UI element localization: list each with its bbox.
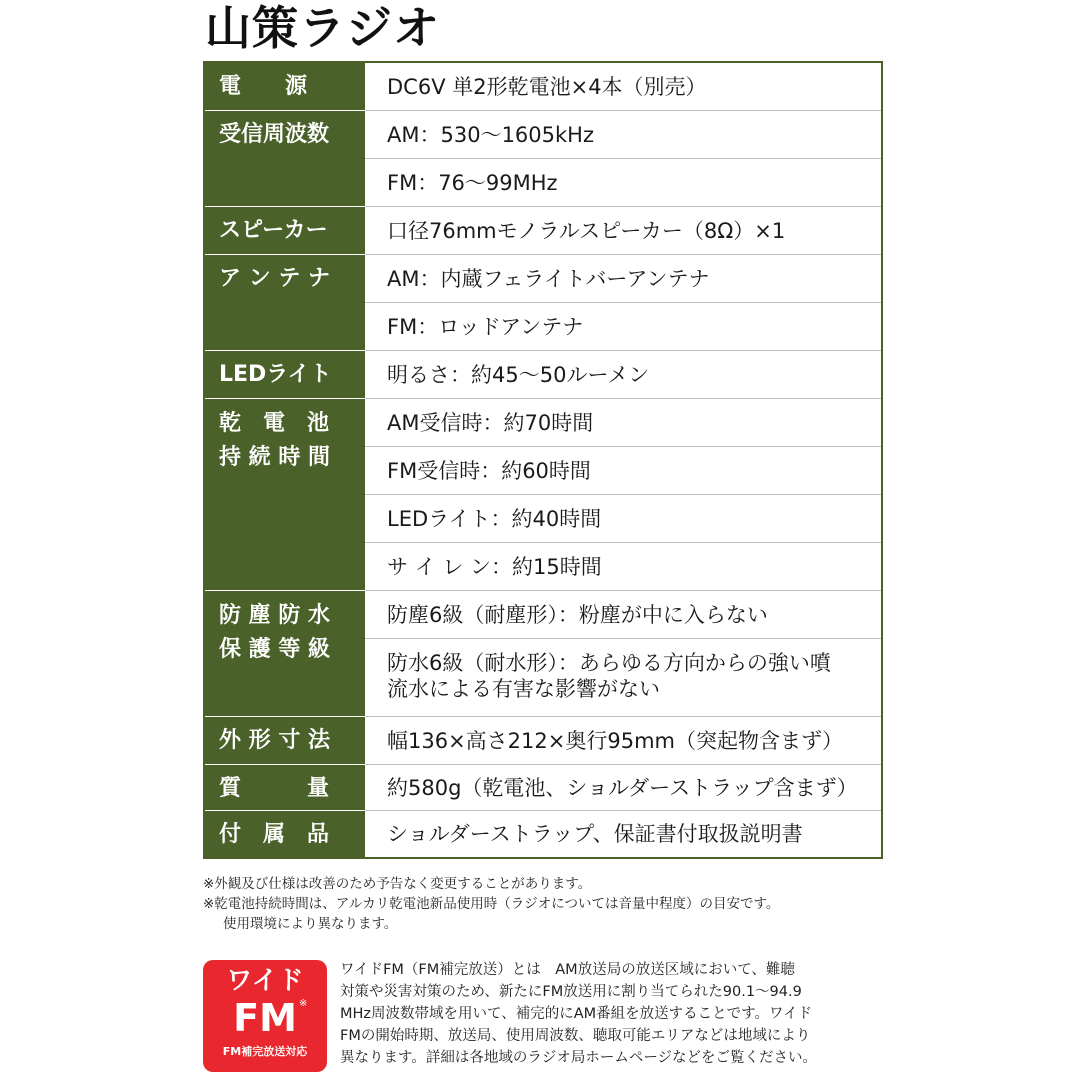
spec-label-led bbox=[205, 351, 365, 399]
spec-label-dimensions bbox=[205, 717, 365, 765]
spec-label-text: 外 形 寸 法 bbox=[219, 728, 330, 753]
spec-label-speaker bbox=[205, 207, 365, 255]
spec-row-protection bbox=[205, 591, 881, 717]
description-line: MHz周波数帯域を用いて、補完的にAM番組を放送することです。ワイド bbox=[340, 1006, 813, 1022]
spec-value-frequency-fm: FM：76〜99MHz bbox=[387, 171, 558, 195]
spec-row-frequency bbox=[205, 111, 881, 207]
notes bbox=[203, 874, 893, 934]
spec-value-accessories: ショルダーストラップ、保証書付取扱説明書 bbox=[387, 822, 803, 846]
spec-value-protection-water-cont: 流水による有害な影響がない bbox=[387, 677, 660, 701]
description-line: ワイドFM（FM補完放送）とは AM放送局の放送区域において、難聴 bbox=[340, 962, 795, 978]
spec-label-text: 受信周波数 bbox=[219, 122, 330, 147]
spec-label-text: 防 塵 防 水 bbox=[219, 603, 330, 628]
spec-value-frequency-am: AM：530〜1605kHz bbox=[387, 123, 594, 147]
logo-text-fm: FM bbox=[233, 996, 297, 1040]
wide-fm-logo bbox=[203, 960, 327, 1072]
spec-label-protection bbox=[205, 591, 365, 717]
value-divider bbox=[365, 446, 881, 447]
note-item: ※外観及び仕様は改善のため予告なく変更することがあります。 bbox=[203, 876, 592, 892]
spec-label-antenna bbox=[205, 255, 365, 351]
wide-fm-description bbox=[340, 959, 888, 1069]
spec-value-dimensions: 幅136×高さ212×奥行95mm（突起物含まず） bbox=[387, 729, 843, 753]
description-line: FMの開始時期、放送局、使用周波数、聴取可能エリアなどは地域により bbox=[340, 1028, 811, 1044]
spec-label-text: スピーカー bbox=[219, 218, 328, 243]
spec-row-battery bbox=[205, 399, 881, 591]
spec-value-battery-siren: サ イ レ ン：約15時間 bbox=[387, 555, 602, 579]
spec-value-protection-dust: 防塵6級（耐塵形）：粉塵が中に入らない bbox=[387, 603, 768, 627]
description-line: 対策や災害対策のため、新たにFM放送用に割り当てられた90.1〜94.9 bbox=[340, 984, 802, 1000]
spec-value-protection-water: 防水6級（耐水形）：あらゆる方向からの強い噴 bbox=[387, 651, 831, 675]
description-line: 異なります。詳細は各地域のラジオ局ホームページなどをご覧ください。 bbox=[340, 1050, 818, 1066]
value-divider bbox=[365, 638, 881, 639]
spec-label-battery bbox=[205, 399, 365, 591]
spec-value-antenna-am: AM：内蔵フェライトバーアンテナ bbox=[387, 267, 710, 291]
spec-value-led: 明るさ：約45〜50ルーメン bbox=[387, 363, 650, 387]
value-divider bbox=[365, 158, 881, 159]
spec-label-accessories bbox=[205, 811, 365, 857]
spec-label-text: 電 源 bbox=[219, 74, 308, 99]
spec-label-text: LEDライト bbox=[219, 362, 332, 387]
spec-label-text: 保 護 等 級 bbox=[219, 637, 330, 662]
value-divider bbox=[365, 542, 881, 543]
spec-label-power bbox=[205, 63, 365, 111]
logo-text-compat: FM補完放送対応 bbox=[222, 1045, 308, 1058]
spec-row-led bbox=[205, 351, 881, 399]
logo-mark: ※ bbox=[299, 998, 308, 1009]
spec-label-text: 乾 電 池 bbox=[219, 411, 330, 436]
spec-row-dimensions bbox=[205, 717, 881, 765]
value-divider bbox=[365, 494, 881, 495]
spec-label-frequency bbox=[205, 111, 365, 207]
spec-row-accessories bbox=[205, 811, 881, 857]
value-divider bbox=[365, 302, 881, 303]
logo-text-wide: ワイド bbox=[226, 966, 304, 996]
spec-label-text: ア ン テ ナ bbox=[219, 266, 330, 291]
spec-label-text: 質 量 bbox=[219, 776, 330, 801]
spec-value-battery-fm: FM受信時：約60時間 bbox=[387, 459, 591, 483]
spec-value-battery-led: LEDライト：約40時間 bbox=[387, 507, 602, 531]
spec-row-power bbox=[205, 63, 881, 111]
spec-table bbox=[203, 61, 883, 859]
spec-label-text: 持 続 時 間 bbox=[219, 445, 330, 470]
note-item: ※乾電池持続時間は、アルカリ乾電池新品使用時（ラジオについては音量中程度）の目安です。 bbox=[203, 896, 780, 912]
spec-value-power: DC6V 単2形乾電池×4本（別売） bbox=[387, 75, 707, 99]
spec-label-text: 付 属 品 bbox=[219, 822, 330, 847]
spec-value-battery-am: AM受信時：約70時間 bbox=[387, 411, 594, 435]
spec-value-antenna-fm: FM：ロッドアンテナ bbox=[387, 315, 584, 339]
spec-row-antenna bbox=[205, 255, 881, 351]
spec-label-weight bbox=[205, 765, 365, 811]
spec-value-speaker: 口径76mmモノラルスピーカー（8Ω）×1 bbox=[387, 219, 786, 243]
spec-row-weight bbox=[205, 765, 881, 811]
spec-value-weight: 約580g（乾電池、ショルダーストラップ含まず） bbox=[387, 776, 858, 800]
page-title: 山策ラジオ bbox=[205, 1, 440, 55]
note-item: 使用環境により異なります。 bbox=[223, 916, 398, 932]
spec-row-speaker bbox=[205, 207, 881, 255]
